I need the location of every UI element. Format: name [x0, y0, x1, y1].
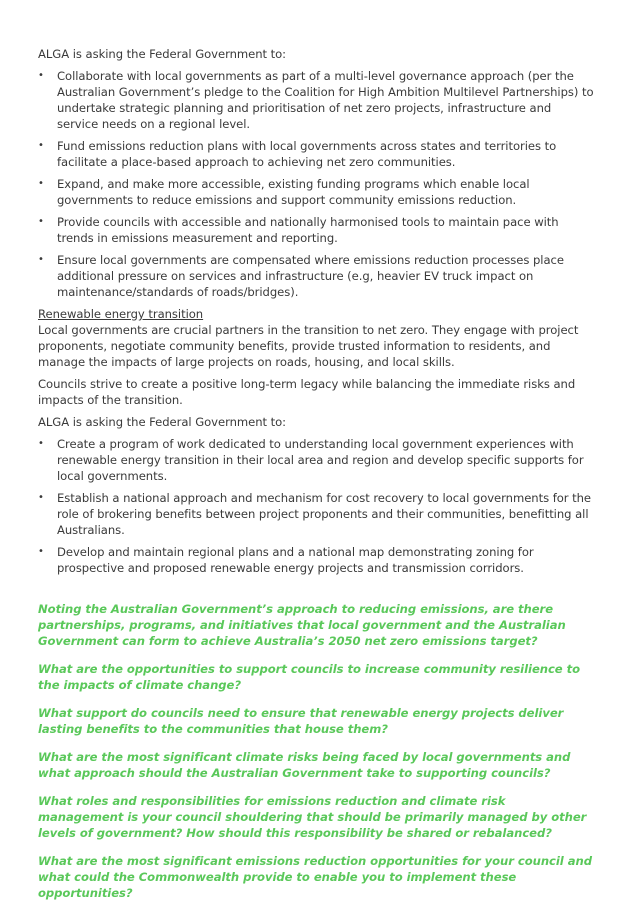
question-text: What are the most significant climate risks being faced by local governments and what approach should the Australian Government take to supporting councils?	[38, 750, 571, 780]
bullet-icon: •	[38, 178, 44, 189]
list-item	[38, 68, 594, 132]
list-item-text: Create a program of work dedicated to understanding local government experiences with renewable energy transition in their local area and region and develop specific supports for local governments.	[57, 437, 584, 483]
question-text: What support do councils need to ensure that renewable energy projects deliver lasting benefits to the communities that house them?	[38, 706, 564, 736]
bullet-icon: •	[38, 140, 44, 151]
list-item-text: Establish a national approach and mechanism for cost recovery to local governments for the role of brokering benefits between project proponents and their communities, benefitting all Australians.	[57, 491, 591, 537]
bullet-icon: •	[38, 546, 44, 557]
section-paragraph: Councils strive to create a positive long-term legacy while balancing the immediate risks and impacts of the transition.	[38, 377, 576, 407]
bullet-icon: •	[38, 438, 44, 449]
list-item-text: Collaborate with local governments as part of a multi-level governance approach (per the Australian Government’s pledge to the Coalition for High Ambition Multilevel Partnerships) to undertake strategic planning and prioritisation of net zero projects, infrastructure and service needs on a regional level.	[57, 69, 594, 131]
list-item-text: Provide councils with accessible and nationally harmonised tools to maintain pace with trends in emissions measurement and reporting.	[57, 215, 559, 245]
section-heading-renewable-energy: Renewable energy transition	[38, 307, 204, 321]
bullet-icon: •	[38, 70, 44, 81]
list-item	[38, 490, 594, 538]
consultation-questions	[38, 601, 594, 901]
intro-paragraph: ALGA is asking the Federal Government to:	[38, 415, 287, 429]
question-text: What are the opportunities to support councils to increase community resilience to the impacts of climate change?	[38, 662, 580, 692]
intro-paragraph: ALGA is asking the Federal Government to:	[38, 47, 287, 61]
list-item-text: Fund emissions reduction plans with local governments across states and territories to facilitate a place-based approach to achieving net zero communities.	[57, 139, 557, 169]
list-item-text: Develop and maintain regional plans and a national map demonstrating zoning for prospective and proposed renewable energy projects and transmission corridors.	[57, 545, 534, 575]
list-item	[38, 176, 594, 208]
question-text: Noting the Australian Government’s approach to reducing emissions, are there partnerships, programs, and initiatives that local government and the Australian Government can form to achieve Australia’s 2050 net zero emissions target?	[38, 602, 566, 648]
bullet-icon: •	[38, 492, 44, 503]
list-item-text: Ensure local governments are compensated where emissions reduction processes place additional pressure on services and infrastructure (e.g, heavier EV truck impact on maintenance/standards of roads/bridges).	[57, 253, 564, 299]
question-text: What roles and responsibilities for emissions reduction and climate risk management is your council shouldering that should be primarily managed by other levels of government? How should this responsibility be shared or rebalanced?	[38, 794, 587, 840]
bullet-icon: •	[38, 216, 44, 227]
bullet-list-federal-asks	[38, 68, 594, 300]
section-paragraph: Local governments are crucial partners in the transition to net zero. They engage with project proponents, negotiate community benefits, provide trusted information to residents, and manage the impacts of large projects on roads, housing, and local skills.	[38, 323, 579, 369]
list-item	[38, 252, 594, 300]
document-page	[38, 46, 594, 913]
question-text: What are the most significant emissions reduction opportunities for your council and what could the Commonwealth provide to enable you to implement these opportunities?	[38, 854, 592, 900]
list-item	[38, 436, 594, 484]
list-item	[38, 544, 594, 576]
list-item	[38, 214, 594, 246]
list-item-text: Expand, and make more accessible, existing funding programs which enable local governments to reduce emissions and support community emissions reduction.	[57, 177, 530, 207]
list-item	[38, 138, 594, 170]
bullet-list-renewable-asks	[38, 436, 594, 576]
bullet-icon: •	[38, 254, 44, 265]
